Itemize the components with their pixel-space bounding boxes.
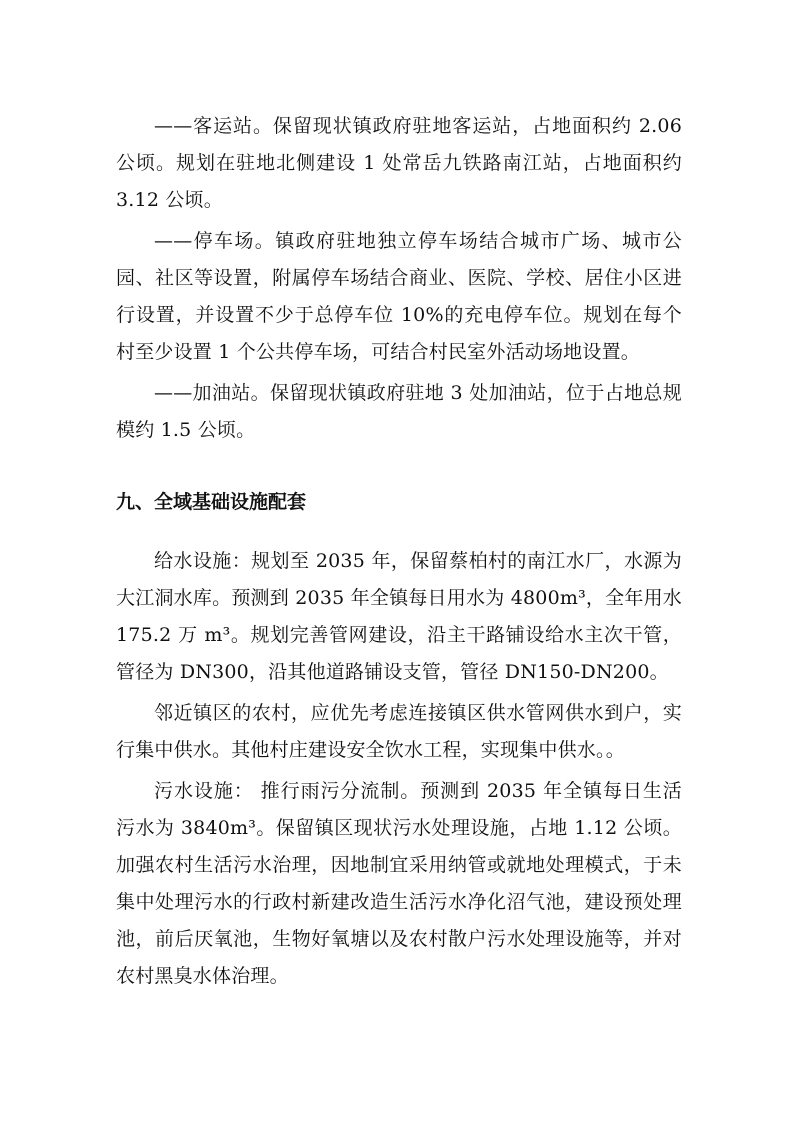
- paragraph-bus-station: ——客运站。保留现状镇政府驻地客运站，占地面积约 2.06 公顷。规划在驻地北侧建设 1 处常岳九铁路南江站，占地面积约 3.12 公顷。: [116, 115, 682, 211]
- paragraph-water-supply: 给水设施：规划至 2035 年，保留蔡柏村的南江水厂，水源为大江洞水库。预测到 2035 年全镇每日用水为 4800m³，全年用水 175.2 万 m³。规划完善管网建设，沿主干路铺设给水主次干管，管径为 DN300，沿其他道路铺设支管，管径 DN150-DN200。: [116, 550, 682, 683]
- paragraph-rural-water: 邻近镇区的农村，应优先考虑连接镇区供水管网供水到户，实行集中供水。其他村庄建设安全饮水工程，实现集中供水。。: [116, 702, 682, 761]
- infrastructure-section: [116, 543, 682, 995]
- transport-facilities-section: [116, 108, 682, 449]
- paragraph-sewage: 污水设施： 推行雨污分流制。预测到 2035 年全镇每日生活污水为 3840m³。保留镇区现状污水处理设施，占地 1.12 公顷。加强农村生活污水治理，因地制宜采用纳管或就地处理模式，于未集中处理污水的行政村新建改造生活污水净化沼气池，建设预处理池，前后厌氧池，生物好氧塘以及农村散户污水处理设施等，并对农村黑臭水体治理。: [116, 780, 682, 987]
- section-heading: 九、全域基础设施配套: [116, 491, 307, 513]
- paragraph-gas-station: ——加油站。保留现状镇政府驻地 3 处加油站，位于占地总规模约 1.5 公顷。: [116, 382, 682, 441]
- paragraph-parking: ——停车场。镇政府驻地独立停车场结合城市广场、城市公园、社区等设置，附属停车场结合商业、医院、学校、居住小区进行设置，并设置不少于总停车位 10%的充电停车位。规划在每个村至少设置 1 个公共停车场，可结合村民室外活动场地设置。: [116, 230, 682, 363]
